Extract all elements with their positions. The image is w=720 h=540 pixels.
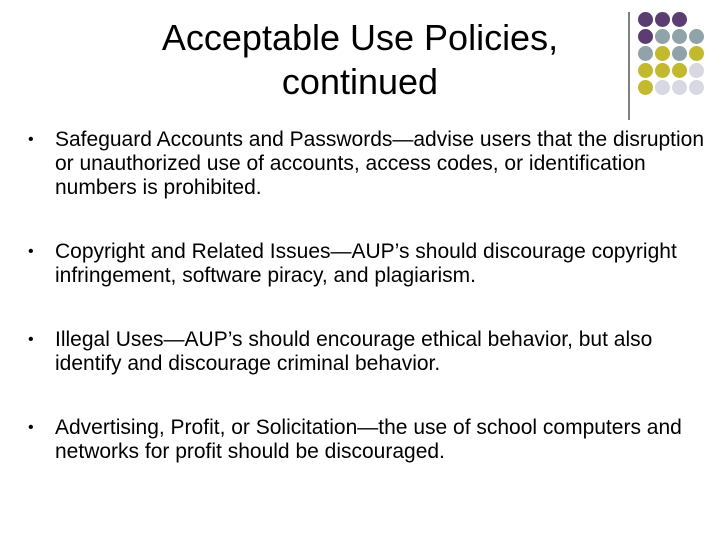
decorative-dot: [655, 80, 670, 95]
slide-title-line-1: Acceptable Use Policies,: [161, 17, 559, 58]
bullet-item-illegal-uses: [28, 328, 708, 376]
decorative-dot: [655, 46, 670, 61]
decorative-dot: [672, 63, 687, 78]
decorative-dot: [689, 63, 704, 78]
decorative-dot: [689, 80, 704, 95]
decorative-dot: [672, 46, 687, 61]
decorative-dot: [672, 29, 687, 44]
bullet-icon: •: [28, 243, 34, 260]
slide-title: [80, 16, 640, 104]
bullet-list: [28, 128, 708, 504]
decorative-dot: [638, 46, 653, 61]
decorative-dot: [689, 46, 704, 61]
bullet-text: Advertising, Profit, or Solicitation—the use of school computers and networks for profit should be discouraged.: [55, 416, 682, 463]
decorative-dot: [638, 12, 653, 27]
bullet-icon: •: [28, 131, 34, 148]
bullet-text: Copyright and Related Issues—AUP’s should discourage copyright infringement, software piracy, and plagiarism.: [55, 240, 677, 287]
slide-title-line-2: continued: [281, 61, 439, 102]
bullet-icon: •: [28, 419, 34, 436]
decorative-dot: [655, 63, 670, 78]
decorative-dot: [638, 80, 653, 95]
bullet-item-accounts: [28, 128, 708, 200]
bullet-text: Illegal Uses—AUP’s should encourage ethical behavior, but also identify and discourage criminal behavior.: [55, 328, 653, 375]
decorative-dot: [689, 29, 704, 44]
bullet-text: Safeguard Accounts and Passwords—advise users that the disruption or unauthorized use of accounts, access codes, or identification numbers is prohibited.: [55, 128, 705, 199]
decorative-dot: [655, 29, 670, 44]
bullet-item-advertising: [28, 416, 708, 464]
decorative-divider-line: [628, 12, 630, 120]
decorative-dot: [672, 12, 687, 27]
bullet-icon: •: [28, 331, 34, 348]
decorative-dot: [638, 63, 653, 78]
decorative-dot: [672, 80, 687, 95]
decorative-dot-grid: [620, 6, 720, 126]
decorative-dot: [638, 29, 653, 44]
bullet-item-copyright: [28, 240, 708, 288]
decorative-dot: [655, 12, 670, 27]
